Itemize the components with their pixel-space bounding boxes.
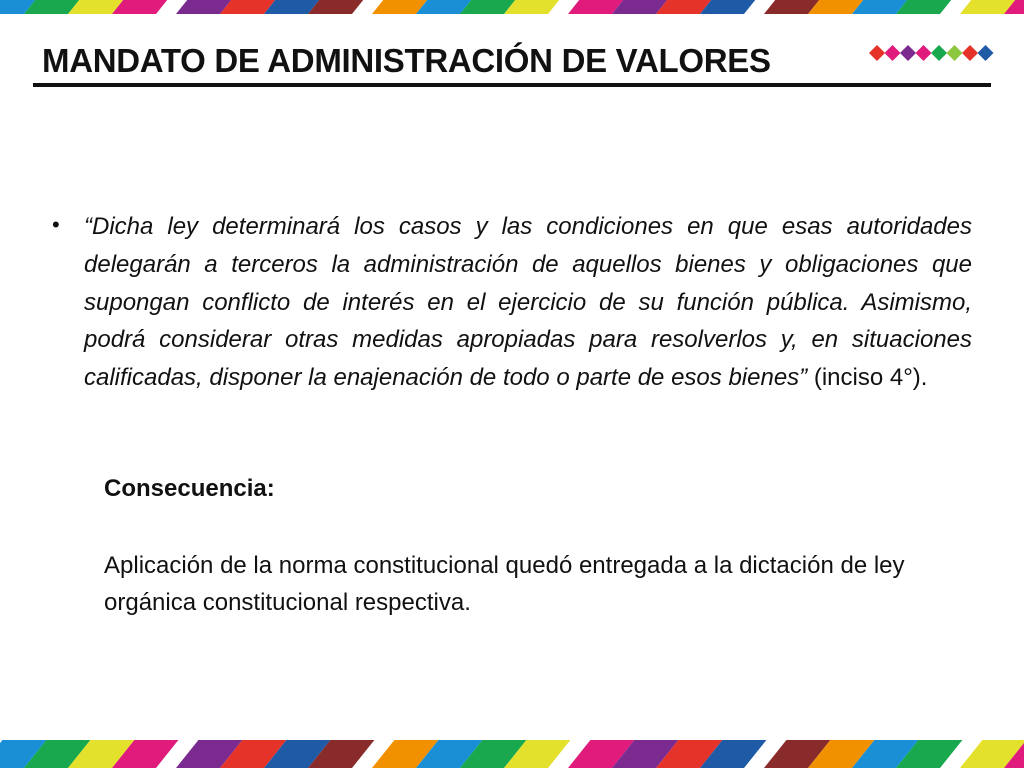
title-underline bbox=[33, 83, 991, 87]
diamond-pattern-icon bbox=[868, 44, 994, 62]
consequence-text: Aplicación de la norma constitucional quedó entregada a la dictación de ley orgánica constitucional respectiva. bbox=[104, 552, 905, 616]
diamond-shape bbox=[885, 45, 901, 61]
top-decorative-stripe bbox=[0, 0, 1024, 14]
diamond-shape bbox=[931, 45, 947, 61]
quote-italic-text: “Dicha ley determinará los casos y las condiciones en que esas autoridades delegarán a terceros la administración de aquellos bienes y obligaciones que supongan conflicto de interés en el ejercicio de su función pública. Asimismo, podrá considerar otras medidas apropiadas para resolverlos y, en situaciones calificadas, disponer la enajenación de todo o parte de esos bienes” bbox=[84, 213, 972, 392]
diamond-shape bbox=[978, 45, 994, 61]
diamond-shape bbox=[869, 45, 885, 61]
bullet-marker: • bbox=[52, 212, 60, 237]
bottom-decorative-stripe bbox=[0, 740, 1024, 768]
diamond-shape bbox=[916, 45, 932, 61]
quote-citation: (inciso 4°). bbox=[807, 364, 928, 392]
diamond-shape bbox=[947, 45, 963, 61]
slide-title: MANDATO DE ADMINISTRACIÓN DE VALORES bbox=[42, 42, 771, 79]
diamond-shape bbox=[962, 45, 978, 61]
diamond-shape bbox=[900, 45, 916, 61]
consequence-heading: Consecuencia: bbox=[104, 475, 275, 502]
quote-paragraph bbox=[84, 208, 972, 397]
